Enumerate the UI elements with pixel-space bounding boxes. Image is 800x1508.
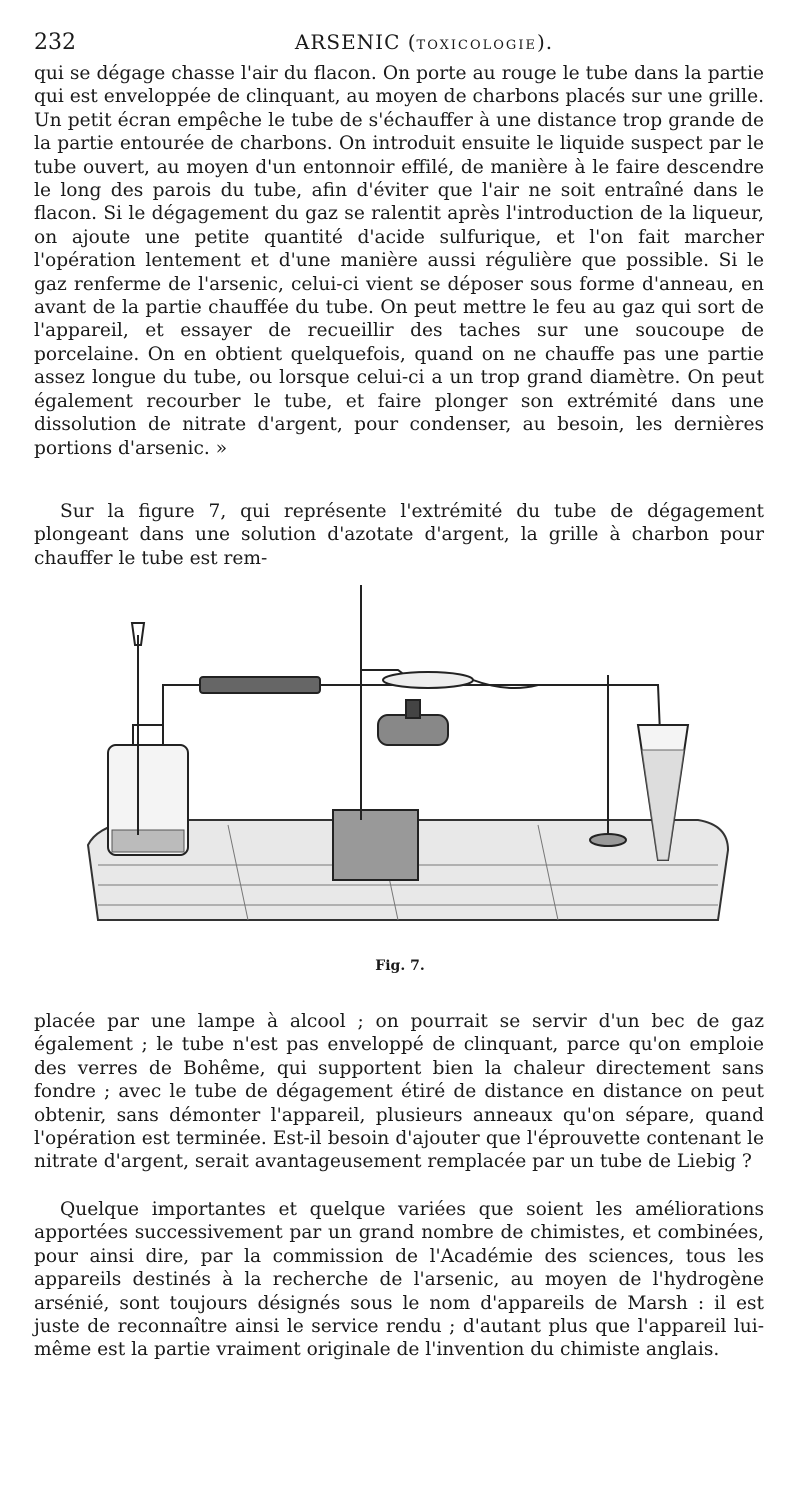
- flask-contents: [112, 830, 184, 852]
- second-stand-base: [590, 834, 626, 846]
- lamp-wick: [406, 700, 420, 718]
- marsh-apparatus-illustration: [78, 575, 738, 935]
- figure-caption: Fig. 7.: [375, 958, 425, 974]
- paragraph-3: placée par une lampe à alcool ; on pourrait se servir d'un bec de gaz également ; le tube n'est pas enveloppé de clinquant, parce qu'on emploie des verres de Bohême, qui supportent bien la chaleur directement sans fondre ; avec le tube de dégagement étiré de distance en distance on peut obtenir, sans démonter l'appareil, plusieurs anneaux qu'on sépare, quand l'opération est terminée. Est-il besoin d'ajouter que l'éprouvette contenant le nitrate d'argent, serait avantageusement remplacée par un tube de Liebig ?: [34, 1011, 764, 1173]
- page-number: 232: [34, 30, 76, 55]
- paragraph-1: qui se dégage chasse l'air du flacon. On porte au rouge le tube dans la partie qui est enveloppée de clinquant, au moyen de charbons placés sur une grille. Un petit écran empêche le tube de s'échauffer à une distance trop grande de la partie entourée de charbons. On introduit ensuite le liquide suspect par le tube ouvert, au moyen d'un entonnoir effilé, de manière à le faire descendre le long des parois du tube, afin d'éviter que l'air ne soit entraîné dans le flacon. Si le dégagement du gaz se ralentit après l'introduction de la liqueur, on ajoute une petite quantité d'acide sulfurique, et l'on fait marcher l'opération lentement et d'une manière aussi régulière que possible. Si le gaz renferme de l'arsenic, celui-ci vient se déposer sous forme d'anneau, en avant de la partie chauffée du tube. On peut mettre le feu au gaz qui sort de l'appareil, et essayer de recueillir des taches sur une soucoupe de porcelaine. On en obtient quelquefois, quand on ne chauffe pas une partie assez longue du tube, ou lorsque celui-ci a un trop grand diamètre. On peut également recourber le tube, et faire plonger son extrémité dans une dissolution de nitrate d'argent, pour condenser, au besoin, les dernières portions d'arsenic. »: [34, 63, 764, 459]
- heated-tube-section: [383, 672, 473, 688]
- drying-tube: [200, 677, 320, 693]
- drawn-tube: [473, 675, 663, 805]
- running-title: [274, 30, 574, 54]
- running-title-small: TOXICOLOGIE: [416, 38, 537, 53]
- stand-base: [333, 810, 418, 880]
- paragraph-4: Quelque importantes et quelque variées que soient les améliorations apportées successivement par un grand nombre de chimistes, et combinées, pour ainsi dire, par la commission de l'Académie des sciences, tous les appareils destinés à la recherche de l'arsenic, au moyen de l'hydrogène arsénié, sont toujours désignés sous le nom d'appareils de Marsh : il est juste de reconnaître ainsi le service rendu ; d'autant plus que l'appareil lui-même est la partie vraiment originale de l'invention du chimiste anglais.: [34, 1199, 764, 1361]
- running-title-end: ).: [536, 30, 554, 54]
- running-title-main: ARSENIC (: [294, 30, 417, 54]
- paragraph-2: Sur la figure 7, qui représente l'extrémité du tube de dégagement plongeant dans une solution d'azotate d'argent, la grille à charbon pour chauffer le tube est rem-: [34, 501, 764, 569]
- page-header: [34, 30, 774, 60]
- vertical-gas-tube: [163, 685, 200, 725]
- alcohol-lamp: [378, 715, 448, 745]
